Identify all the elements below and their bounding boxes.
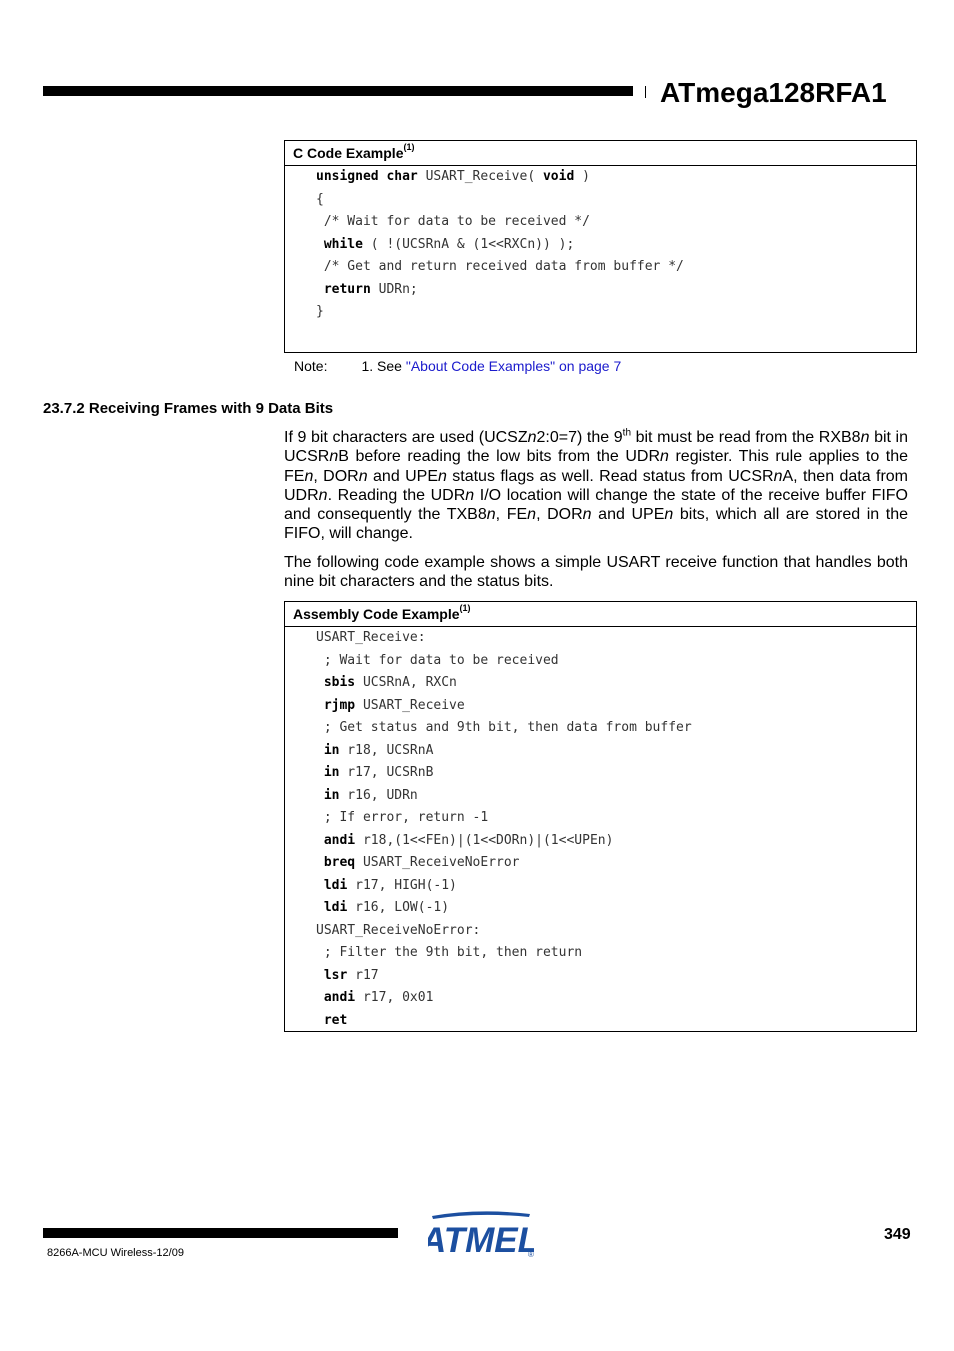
c-code-line: [285, 256, 916, 279]
code-text: [316, 788, 324, 803]
code-text: /* Get and return received data from buffer */: [316, 259, 684, 274]
code-keyword: rjmp: [323, 697, 356, 713]
code-text: r17, UCSRnB: [339, 765, 434, 780]
paragraph-9bit-rules: If 9 bit characters are used (UCSZn2:0=7) the 9th bit must be read from the RXB8n bit in UCSRnB before reading the low bits from the UDRn register. This rule applies to the FEn, DORn and UPEn status flags as well. Read status from UCSRnA, then data from UDRn. Reading the UDRn I/O location will change the state of the receive buffer FIFO and consequently the TXB8n, FEn, DORn and UPEn bits, which all are stored in the FIFO, will change.: [284, 427, 909, 543]
asm-code-line: [285, 830, 916, 853]
registered-mark: ®: [528, 1250, 534, 1259]
code-text: [316, 900, 324, 915]
asm-code-line: [285, 695, 916, 718]
header-rule: [43, 86, 633, 96]
c-code-line: [285, 279, 916, 302]
paragraph-code-intro: The following code example shows a simple USART receive function that handles both nine bit characters and the status bits.: [284, 554, 908, 591]
code-keyword: ret: [323, 1012, 348, 1028]
footnote-ref: (1): [403, 142, 415, 153]
asm-code-line: [285, 1010, 916, 1033]
document-title: ATmega128RFA1: [660, 77, 887, 108]
atmel-logo-text: TMEL: [443, 1221, 534, 1260]
assembly-code-example-box: [284, 601, 917, 1032]
code-text: ( !(UCSRnA & (1<<RXCn)) );: [362, 236, 575, 252]
code-text: [316, 743, 324, 758]
code-keyword: in: [323, 765, 340, 780]
asm-code-line: [285, 785, 916, 808]
c-code-example-label: C Code Example: [293, 145, 404, 161]
c-code-example-header: [285, 141, 916, 166]
footnote-ref: (1): [459, 603, 471, 614]
code-text: [316, 765, 324, 780]
code-text: r16, LOW(-1): [347, 900, 450, 915]
code-text: [316, 1013, 324, 1028]
assembly-code-body: [285, 627, 916, 1032]
code-text: [316, 833, 324, 848]
code-keyword: in: [323, 742, 340, 758]
code-keyword: while: [323, 236, 363, 252]
code-text: r18, UCSRnA: [339, 742, 434, 758]
document-code: 8266A-MCU Wireless-12/09: [47, 1247, 184, 1259]
code-text: r16, UDRn: [339, 787, 418, 803]
code-text: r17, HIGH(-1): [347, 877, 457, 893]
code-text: r17, 0x01: [355, 990, 434, 1005]
code-text: ; Wait for data to be received: [316, 652, 559, 668]
code-text: [316, 990, 324, 1005]
code-text: UDRn;: [370, 281, 418, 297]
code-text: /* Wait for data to be received */: [316, 214, 590, 229]
code-keyword: in: [323, 787, 340, 803]
note-number: 1.: [361, 358, 374, 374]
code-text: ; If error, return -1: [316, 810, 489, 825]
header-separator: [645, 86, 646, 98]
code-keyword: ldi: [323, 877, 348, 893]
code-text: [316, 282, 324, 297]
asm-code-line: [285, 807, 916, 830]
asm-code-line: [285, 717, 916, 740]
asm-code-line: [285, 920, 916, 943]
code-text: USART_Receive:: [316, 630, 426, 645]
asm-code-line: [285, 762, 916, 785]
assembly-code-example-label: Assembly Code Example: [293, 606, 460, 622]
c-code-body: [285, 166, 916, 324]
code-text: [316, 855, 324, 870]
c-code-example-box: [284, 140, 917, 353]
code-text: [316, 698, 324, 713]
code-text: ; Get status and 9th bit, then data from buffer: [316, 720, 692, 735]
footnote: [294, 357, 621, 375]
code-text: r17: [347, 967, 379, 983]
code-text: {: [316, 191, 324, 207]
asm-code-line: [285, 897, 916, 920]
atmel-logo: [428, 1210, 534, 1265]
c-code-line: [285, 211, 916, 234]
code-text: USART_Receive(: [417, 169, 543, 184]
asm-code-line: [285, 942, 916, 965]
code-keyword: andi: [323, 990, 356, 1005]
code-keyword: sbis: [323, 675, 356, 690]
asm-code-line: [285, 672, 916, 695]
code-keyword: andi: [323, 832, 356, 848]
asm-code-line: [285, 852, 916, 875]
c-code-line: [285, 301, 916, 324]
asm-code-line: [285, 627, 916, 650]
section-heading: 23.7.2 Receiving Frames with 9 Data Bits: [43, 400, 334, 417]
code-keyword: lsr: [323, 967, 348, 983]
asm-code-line: [285, 875, 916, 898]
code-text: USART_ReceiveNoError: [355, 855, 520, 870]
code-text: [316, 878, 324, 893]
code-keyword: ldi: [323, 900, 348, 915]
code-text: USART_ReceiveNoError:: [316, 922, 481, 938]
code-text: ): [574, 169, 590, 184]
code-text: USART_Receive: [355, 697, 465, 713]
code-text: r18,(1<<FEn)|(1<<DORn)|(1<<UPEn): [355, 832, 614, 848]
asm-code-line: [285, 740, 916, 763]
code-keyword: breq: [323, 855, 356, 870]
code-text: }: [316, 304, 324, 319]
c-code-line: [285, 166, 916, 189]
code-text: [316, 675, 324, 690]
asm-code-line: [285, 987, 916, 1010]
code-text: ; Filter the 9th bit, then return: [316, 945, 583, 960]
c-code-line: [285, 189, 916, 212]
note-label: Note:: [294, 358, 328, 374]
code-keyword: unsigned char: [316, 169, 418, 184]
code-text: UCSRnA, RXCn: [355, 675, 457, 690]
note-text: See: [377, 358, 406, 374]
code-keyword: void: [542, 169, 575, 184]
code-text: [316, 237, 324, 252]
footer-rule: [43, 1228, 398, 1238]
c-code-line: [285, 234, 916, 257]
assembly-code-example-header: [285, 602, 916, 627]
code-keyword: return: [323, 281, 371, 297]
about-code-examples-link[interactable]: "About Code Examples" on page 7: [405, 358, 622, 374]
asm-code-line: [285, 650, 916, 673]
code-text: [316, 968, 324, 983]
page-number: 349: [884, 1226, 911, 1243]
asm-code-line: [285, 965, 916, 988]
